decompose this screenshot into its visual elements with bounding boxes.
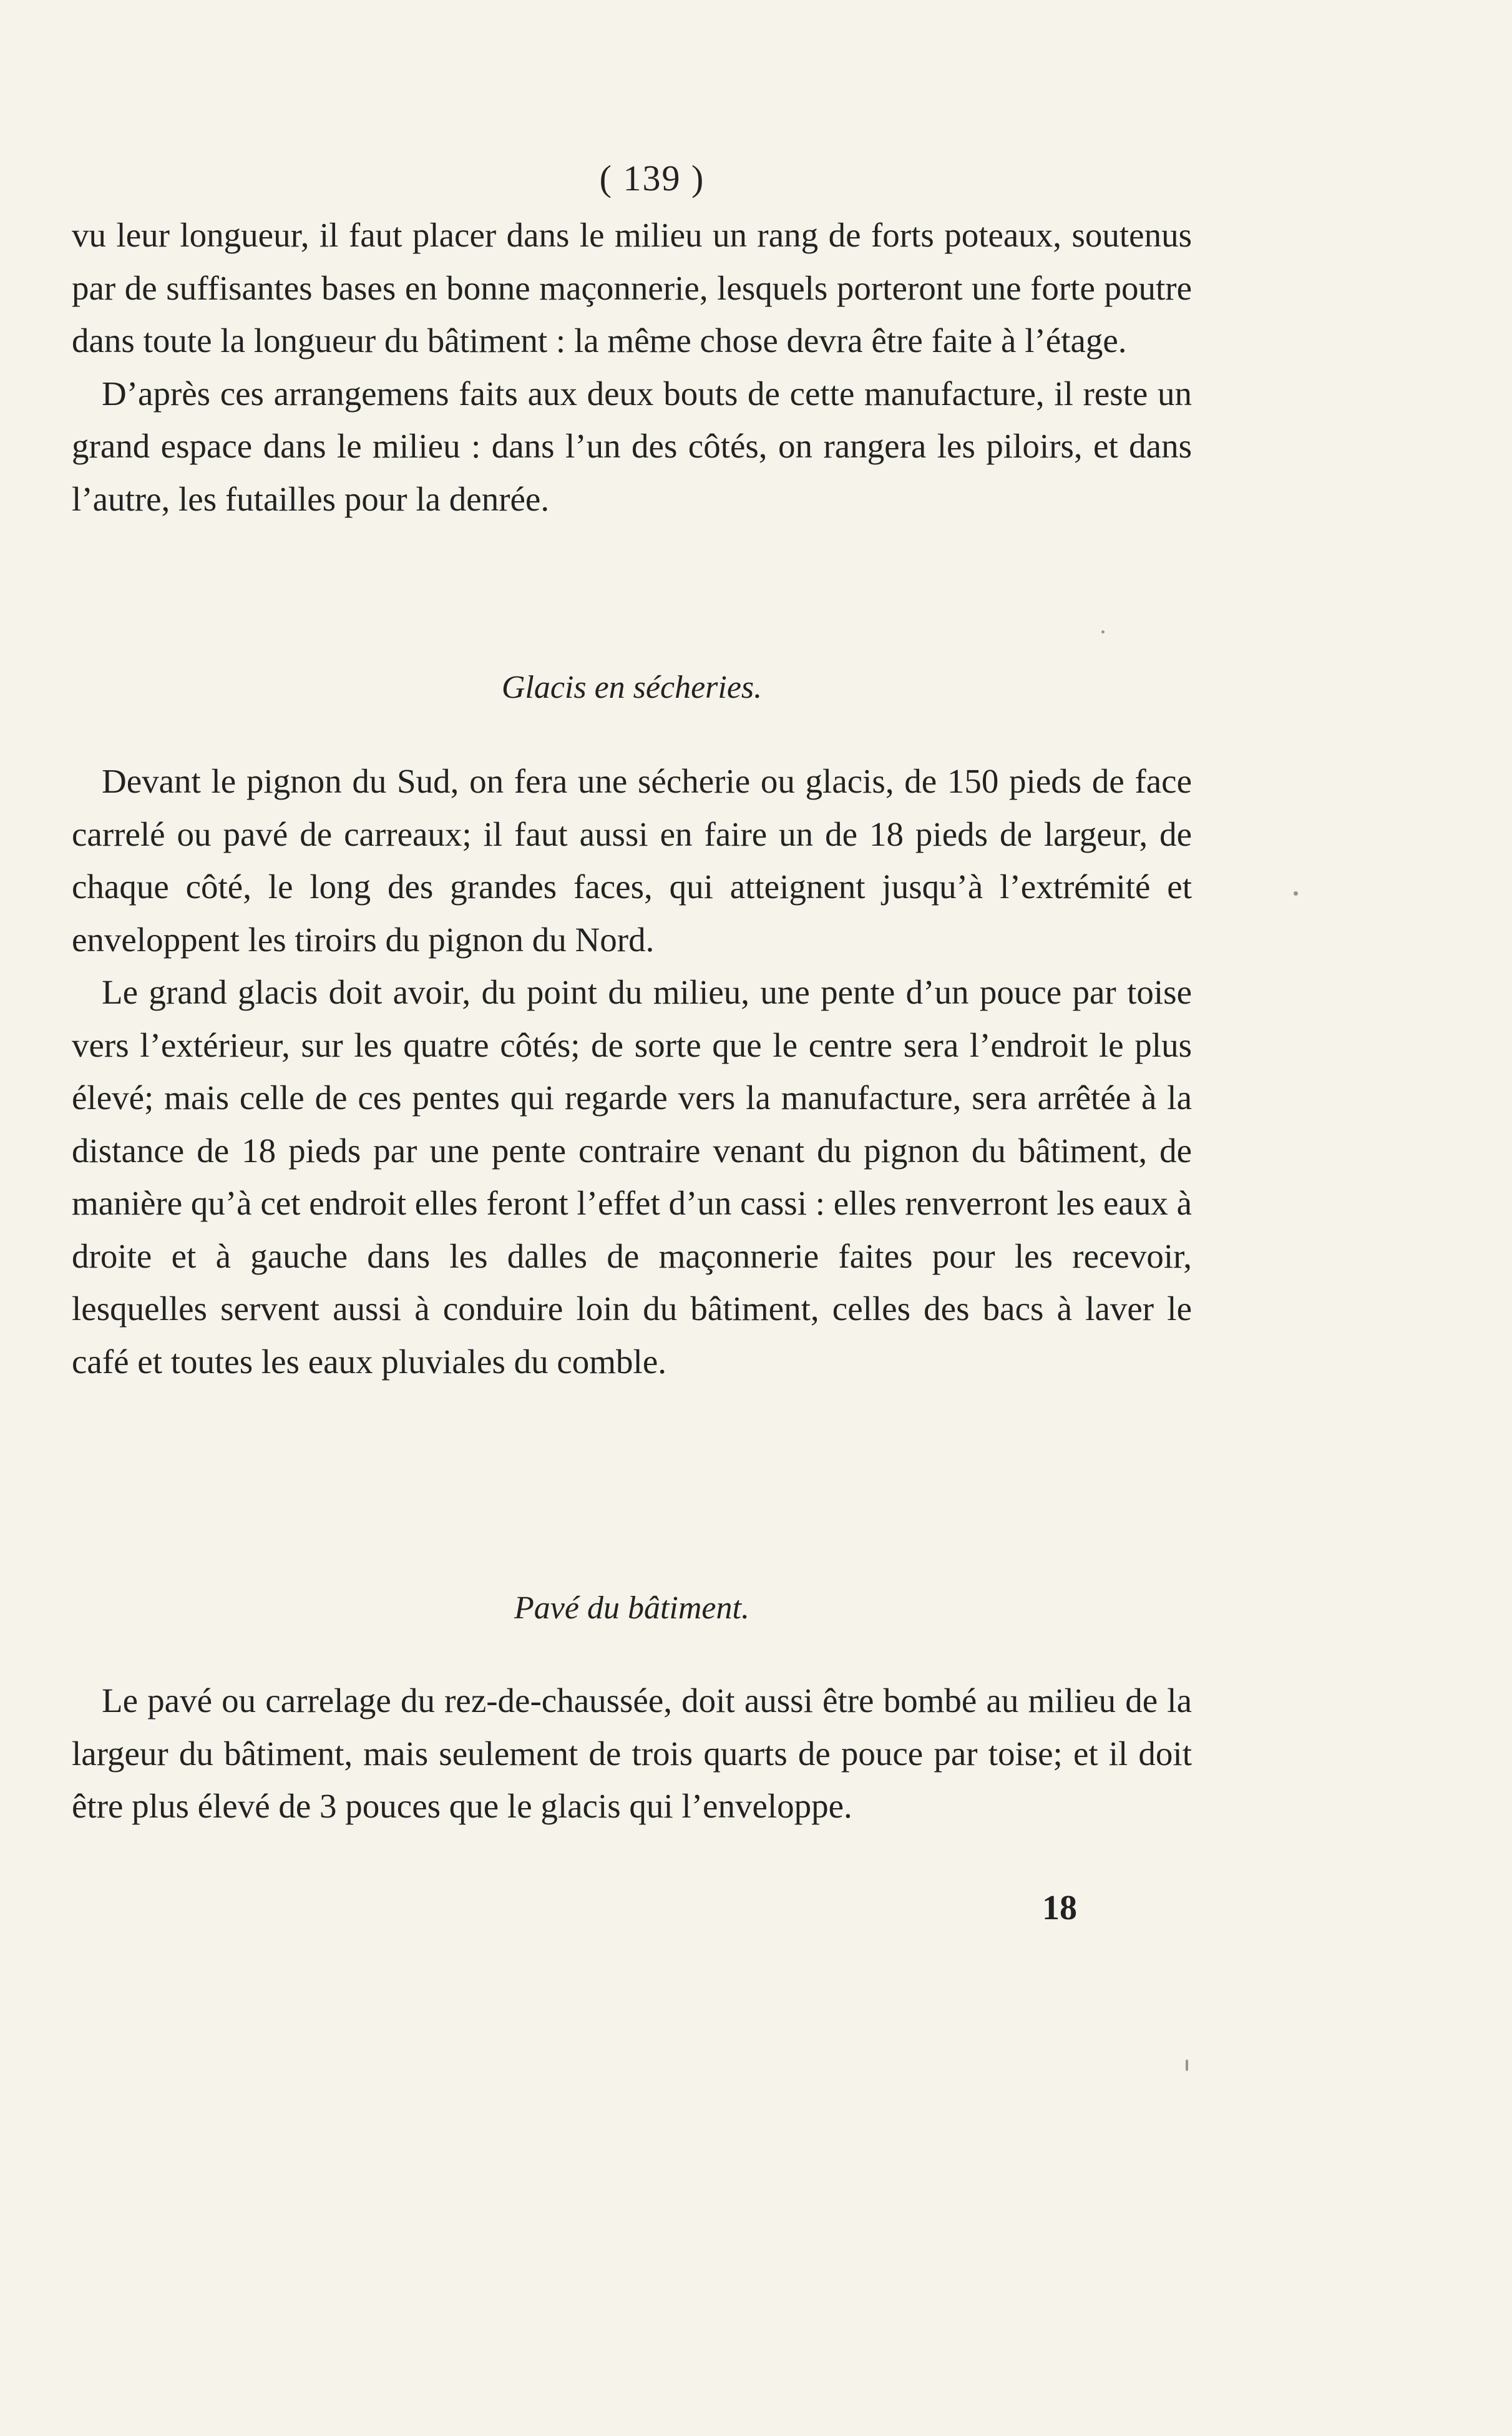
paragraph: vu leur longueur, il faut placer dans le milieu un rang de forts poteaux, soutenus par de suffisantes bases en bonne maçonnerie, lesquels porteront une forte poutre dans toute la longueur du bâtiment : la même chose devra être faite à l’étage.: [72, 216, 1192, 360]
paragraph: Devant le pignon du Sud, on fera une sécherie ou glacis, de 150 pieds de face carrelé ou pavé de carreaux; il faut aussi en faire un de 18 pieds de largeur, de chaque côté, le long des grandes faces, qui atteignent jusqu’à l’extrémité et enveloppent les tiroirs du pignon du Nord.: [72, 762, 1192, 959]
paper-speck: [1101, 630, 1105, 633]
section-pave-text: [72, 1675, 1192, 1833]
section-title-pave: Pavé du bâtiment.: [514, 1590, 749, 1626]
section-intro-text: [72, 209, 1192, 526]
page-number: ( 139 ): [599, 158, 705, 198]
section-title-glacis: Glacis en sécheries.: [501, 670, 763, 705]
paper-speck: [1294, 891, 1298, 896]
section-glacis-text: [72, 755, 1192, 1388]
paragraph: Le pavé ou carrelage du rez-de-chaussée, doit aussi être bombé au milieu de la largeur du bâtiment, mais seulement de trois quarts de pouce par toise; et il doit être plus élevé de 3 pouces que le glacis qui l’enveloppe.: [72, 1681, 1192, 1825]
paragraph: Le grand glacis doit avoir, du point du milieu, une pente d’un pouce par toise vers l’extérieur, sur les quatre côtés; de sorte que le centre sera l’endroit le plus élevé; mais celle de ces pentes qui regarde vers la manufacture, sera arrêtée à la distance de 18 pieds par une pente contraire venant du pignon du bâtiment, de manière qu’à cet endroit elles feront l’effet d’un cassi : elles renverront les eaux à droite et à gauche dans les dalles de maçonnerie faites pour les recevoir, lesquelles servent aussi à conduire loin du bâtiment, celles des bacs à laver le café et toutes les eaux pluviales du comble.: [72, 973, 1192, 1381]
paper-speck: [1186, 2060, 1188, 2071]
catchword: 18: [1042, 1889, 1077, 1927]
paragraph: D’après ces arrangemens faits aux deux bouts de cette manufacture, il reste un grand espace dans le milieu : dans l’un des côtés, on rangera les piloirs, et dans l’autre, les futailles pour la denrée.: [72, 374, 1192, 518]
